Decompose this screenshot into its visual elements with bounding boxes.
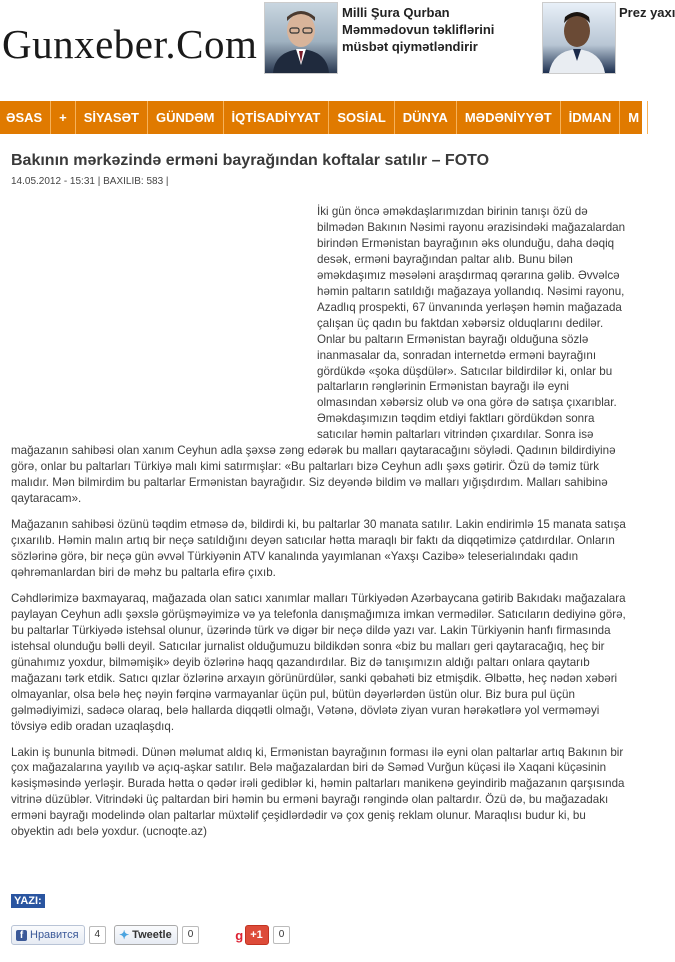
nav-item-dunya[interactable]: DÜNYA [395, 101, 457, 134]
article-body [11, 204, 629, 850]
news-thumbnail-2[interactable] [542, 2, 616, 74]
gplus-count: 0 [273, 926, 291, 944]
tweet-button[interactable] [114, 925, 178, 945]
article-paragraph: İki gün öncə əməkdaşlarımızdan birinin tanışı özü də bilmədən Bakının Nəsimi rayonu ərazisindəki mağazalardan birindən Ermənistan bayrağının əks olunduğu, daha dəqiq desək, erməni bayrağından paltar alıb. Bunu bilən əməkdaşımız məsələni araşdırmaq qərarına gəlib. Əvvəlcə həmin paltarın satıldığı mağazaya yollandıq. Nəsimi rayonu, Azadlıq prospekti, 67 ünvanında yerləşən həmin mağazada çalışan üç qadın bu faktdan xəbərsiz olduqlarını dedilər. Onlar bu paltarın Ermənistan bayrağı olduğuna sözlə inanmasalar da, sonradan internetdə erməni bayrağını gördükdə «şoka düşdülər». Satıcılar bildirdilər ki, onlar bu paltarların rənglərinin Ermənistan bayrağı ilə eyni olmasından xəbərsiz olub və ona görə də satışa çıxarıblar. Əməkdaşımızın təqdim etdiyi faktları gördükdən sonra satıcılar həmin paltarları vitrindən çıxardılar. Sonra isə mağazanın sahibəsi olan xanım Ceyhun adla şəxsə zəng edərək bu malları qaytaracağını söylədi. Qadının bildirdiyinə görə, onlar bu paltarları Türkiyə malı kimi satırmışlar: «Bu paltarları bizə Ceyhun adlı şəxs gətirir. Özü də təmiz türk malıdır. Mən bilmirdim bu paltarlar Ermənistan bayrağıdır. Siz deyəndə bildim və malları yığışdırdım. Malları sahibinə qaytaracam». [11, 205, 626, 506]
nav-item-medeniyyet[interactable]: MƏDƏNİYYƏT [457, 101, 561, 134]
nav-item-sosial[interactable]: SOSİAL [329, 101, 394, 134]
nav-item-siyaset[interactable]: SİYASƏT [76, 101, 148, 134]
nav-item-esas[interactable]: ƏSAS [0, 101, 51, 134]
article-paragraph: Cəhdlərimizə baxmayaraq, mağazada olan satıcı xanımlar malları Türkiyədən Azərbaycana gətirib Bakıdakı mağazalara paylayan Ceyhun adlı şəxslə görüşməyimizə və ya telefonla danışmağımıza imkan vermədilər. Satıcıların dediyinə görə, bu paltarlar Türkiyədə istehsal olunur, üzərində türk və digər bir neçə dildə yazı var. Lakin Türkiyənin hanfı firmasında istehsal olunduğu bəlli deyil. Satıcılar jurnalist olduğumuzu bildikdən sonra «biz bu malları geri qaytaracağıq, heç bir günahımız yoxdur, bilməmişik» deyib özlərinə haqq qazandırdılar. Biz də tanışımızın aldığı paltarı onlara qaytarıb mağazanı tərk etdik. Satıcı qızlar özlərinə arxayın görünürdülər, sanki qəbahəti biz etmişdik. Əlbəttə, heç nədən xəbəri olmayanlar, olsa belə heç nəyin fərqinə varmayanlar üçün pul, bütün dəyərlərdən üstün olur. Biz bura pul üçün gəlmədiyimizi, sadəcə olaraq, belə hallarda diqqətli olmağı, Vətənə, dövlətə ziyan vuran hərəkətlərə yol verməməyi tövsiyə edib oradan uzaqlaşdıq. [11, 591, 626, 733]
main-nav [0, 101, 642, 134]
facebook-like-count: 4 [89, 926, 107, 944]
nav-item-plus[interactable]: + [51, 101, 76, 134]
header-news-2[interactable]: Prez yaxı [619, 5, 675, 20]
author-label: YAZI: [11, 894, 45, 908]
facebook-icon: f [16, 930, 27, 941]
nav-item-iqtisadiyyat[interactable]: İQTİSADİYYAT [224, 101, 330, 134]
twitter-bird-icon: ✦ [119, 928, 130, 942]
social-share-bar [11, 924, 290, 946]
gplus-label: +1 [250, 929, 263, 941]
person-photo-icon [265, 3, 337, 73]
header-news-1[interactable]: Milli Şura Qurban Məmmədovun təkliflərini müsbət qiymətləndirir [342, 5, 495, 54]
gplus-group [235, 925, 290, 945]
image-float-space [11, 204, 317, 432]
tweet-label: Tweetle [132, 929, 172, 941]
person-photo-icon [543, 3, 615, 73]
nav-item-gundem[interactable]: GÜNDƏM [148, 101, 224, 134]
site-header [0, 0, 675, 100]
facebook-like-button[interactable] [11, 925, 85, 945]
nav-item-more[interactable]: M [620, 101, 648, 134]
google-g-icon: g [235, 927, 244, 943]
news-thumbnail-1[interactable] [264, 2, 338, 74]
facebook-like-label: Нравится [30, 929, 79, 941]
article-meta: 14.05.2012 - 15:31 | BAXILIB: 583 | [11, 176, 169, 187]
article-paragraph: Lakin iş bununla bitmədi. Dünən məlumat aldıq ki, Ermənistan bayrağının forması ilə eyni olan paltarlar artıq Bakının bir çox mağazalarına yayılıb və açıq-aşkar satılır. Belə mağazalardan biri də Səməd Vurğun küçəsi ilə Xaqani küçəsinin kəsişməsində yerləşir. Burada hətta o qədər irəli gediblər ki, həmin paltarları manikenə geyindirib mağazanın qarşısında vitrinə düzüblər. Vitrindəki üç paltardan biri həmin bu erməni bayrağı rəngində olan paltardır. Özü də, bu mağazadakı erməni bayrağı modelində olan paltarlar müxtəlif çeşidlərdədir və çox geniş reklam olunur. Maraqlısı budur ki, bu obyektin adı belə yoxdur. (ucnoqte.az) [11, 745, 625, 839]
nav-item-idman[interactable]: İDMAN [561, 101, 621, 134]
tweet-count: 0 [182, 926, 200, 944]
article-title: Bakının mərkəzində erməni bayrağından koftalar satılır – FOTO [11, 152, 490, 169]
site-logo[interactable]: Gunxeber.Com [2, 21, 258, 67]
article-paragraph: Mağazanın sahibəsi özünü təqdim etməsə də, bildirdi ki, bu paltarlar 30 manata satılır. Lakin endirimlə 15 manata satışa çıxarılıb. Həmin malın artıq bir neçə satıldığını deyən satıcılar hətta maraqlı bir faktı da diqqətimizə çatdırdılar. Onların sözlərinə görə, bir neçə gün əvvəl Türkiyənin ATV kanalında yayımlanan «Yaxşı Cazibə» teleserialındakı qadın qəhrəmanlardan biri də məhz bu paltarla efirə çıxıb. [11, 518, 626, 579]
gplus-button[interactable] [245, 925, 269, 945]
